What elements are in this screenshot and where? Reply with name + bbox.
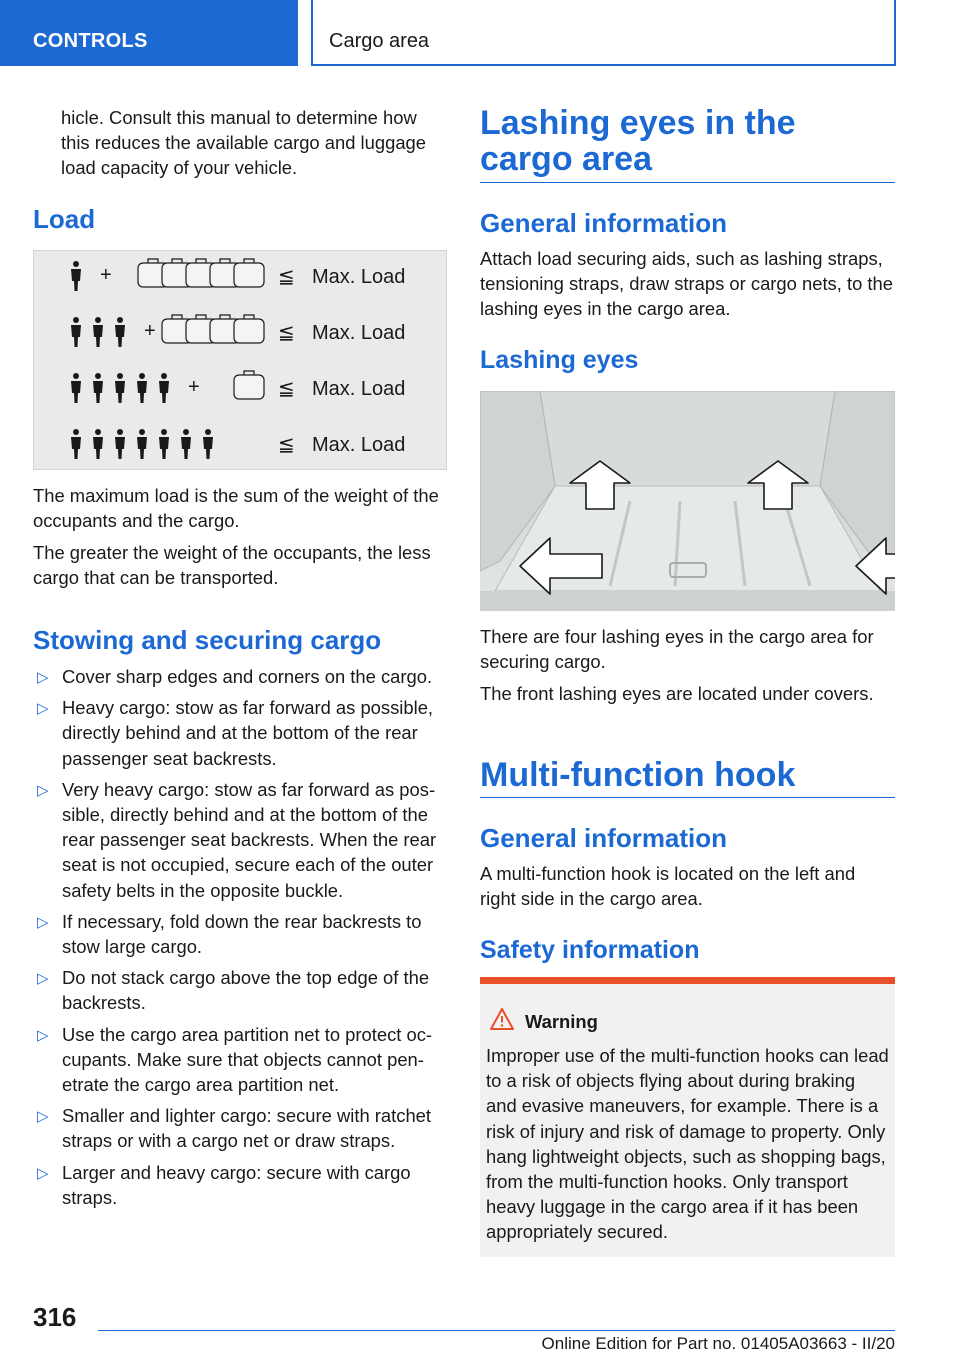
list-item-text: If necessary, fold down the rear backrests to stow large cargo.: [62, 910, 422, 958]
person-icon: [137, 373, 147, 403]
bullet-marker-icon: ▷: [37, 1164, 49, 1182]
safety-information-heading: Safety information: [480, 936, 700, 964]
load-figure: [33, 250, 447, 470]
list-item: [33, 909, 451, 959]
person-icon: [71, 429, 81, 459]
heading-rule-2: [480, 797, 895, 798]
page-title: Cargo area: [329, 30, 430, 52]
list-item-text: Smaller and lighter cargo: secure with ratchet straps or with a cargo net or draw straps.: [62, 1105, 432, 1152]
list-item: [33, 965, 451, 1015]
list-item: [33, 1103, 451, 1153]
person-icon: [115, 373, 125, 403]
list-item: [33, 695, 451, 771]
list-item: [33, 664, 451, 689]
general-info-text-2: A multi-function hook is located on the left and right side in the cargo area.: [480, 863, 856, 910]
max-load-label: Max. Load: [312, 378, 406, 400]
person-icon: [115, 429, 125, 459]
stowing-list: [33, 664, 451, 1216]
person-icon: [71, 317, 81, 347]
warning-box: [480, 977, 895, 1257]
list-item-text: Heavy cargo: stow as far forward as possible, directly behind and at the bottom of the rear passenger seat backrests.: [62, 697, 434, 769]
bullet-marker-icon: ▷: [37, 1026, 49, 1044]
plus-sign: +: [144, 320, 156, 342]
suitcase-icon: [234, 315, 264, 343]
lashing-eyes-heading: Lashing eyes: [480, 346, 639, 374]
max-load-label: Max. Load: [312, 434, 406, 456]
intro-paragraph: hicle. Consult this manual to determine how this reduces the available cargo and luggage load capacity of your vehicle.: [61, 107, 427, 179]
person-icon: [93, 429, 103, 459]
heading-rule: [480, 182, 895, 183]
cargo-area-image: [480, 391, 895, 611]
load-diagram: [34, 251, 448, 471]
lashing-eyes-text-1: There are four lashing eyes in the cargo area for securing cargo.: [480, 626, 874, 673]
warning-title: Warning: [525, 1011, 598, 1032]
person-icon: [93, 317, 103, 347]
page-title-box: [311, 0, 896, 66]
bullet-marker-icon: ▷: [37, 913, 49, 931]
max-load-label: Max. Load: [312, 322, 406, 344]
max-load-paragraph: The maximum load is the sum of the weight of the occupants and the cargo.: [33, 485, 439, 532]
general-info-heading: General information: [480, 208, 728, 238]
less-equal-sign: ≦: [278, 320, 295, 344]
list-item-text: Larger and heavy cargo: secure with cargo straps.: [62, 1161, 411, 1208]
plus-sign: +: [100, 264, 112, 286]
lashing-eyes-text-2: The front lashing eyes are located under covers.: [480, 683, 874, 704]
person-icon: [203, 429, 213, 459]
bullet-marker-icon: ▷: [37, 970, 49, 988]
section-tab: [0, 0, 298, 66]
page-number: 316: [33, 1302, 77, 1332]
section-label: CONTROLS: [33, 30, 148, 52]
weight-paragraph: The greater the weight of the occupants, the less cargo that can be transported.: [33, 542, 431, 589]
bullet-marker-icon: ▷: [37, 781, 49, 799]
list-item: [33, 1160, 451, 1210]
load-heading: Load: [33, 204, 96, 234]
bullet-marker-icon: ▷: [37, 669, 49, 686]
less-equal-sign: ≦: [278, 264, 295, 288]
person-icon: [159, 373, 169, 403]
less-equal-sign: ≦: [278, 376, 295, 400]
stowing-heading: Stowing and securing cargo: [33, 625, 382, 655]
cargo-illustration: [480, 391, 895, 611]
list-item: [33, 1022, 451, 1098]
plus-sign: +: [188, 376, 200, 398]
footer-rule: [98, 1330, 895, 1331]
warning-text: Improper use of the multi-function hooks can lead to a risk of objects flying about during braking and evasive maneuvers, for example. There is a risk of injury and risk of damage to property. Only hang lightweight objects, such as shopping bags, from the multi-function hooks. Only transport heavy luggage in the cargo area if it has been appropriately secured.: [486, 1045, 889, 1243]
max-load-label: Max. Load: [312, 266, 406, 288]
suitcase-icon: [234, 371, 264, 399]
lashing-eyes-cargo-heading: Lashing eyes in the cargo area: [480, 104, 796, 178]
bullet-marker-icon: ▷: [37, 1108, 49, 1126]
general-info-text: Attach load securing aids, such as lashing straps, tensioning straps, draw straps or cargo nets, to the lashing eyes in the cargo area.: [480, 248, 893, 320]
list-item-text: Cover sharp edges and corners on the cargo.: [62, 666, 433, 687]
list-item: [33, 777, 451, 903]
multi-function-hook-heading: Multi-function hook: [480, 756, 796, 794]
less-equal-sign: ≦: [278, 432, 295, 456]
person-icon: [71, 373, 81, 403]
person-icon: [93, 373, 103, 403]
list-item-text: Do not stack cargo above the top edge of the backrests.: [62, 967, 430, 1014]
person-icon: [115, 317, 125, 347]
person-icon: [71, 261, 81, 291]
person-icon: [181, 429, 191, 459]
person-icon: [137, 429, 147, 459]
edition-footer: Online Edition for Part no. 01405A03663 - II/20: [541, 1334, 895, 1353]
general-info-heading-2: General information: [480, 823, 728, 853]
bullet-marker-icon: ▷: [37, 700, 49, 718]
list-item-text: Use the cargo area partition net to protect oc-cupants. Make sure that objects cannot pen-etrate the cargo area partition net.: [62, 1023, 433, 1096]
person-icon: [159, 429, 169, 459]
list-item-text: Very heavy cargo: stow as far forward as pos-sible, directly behind and at the bottom of the rear passenger seat backrests. When the rear seat is not occupied, secure each of the outer safety belts in the opposite buckle.: [62, 778, 437, 901]
suitcase-icon: [234, 259, 264, 287]
warning-triangle-icon: [490, 1008, 514, 1030]
